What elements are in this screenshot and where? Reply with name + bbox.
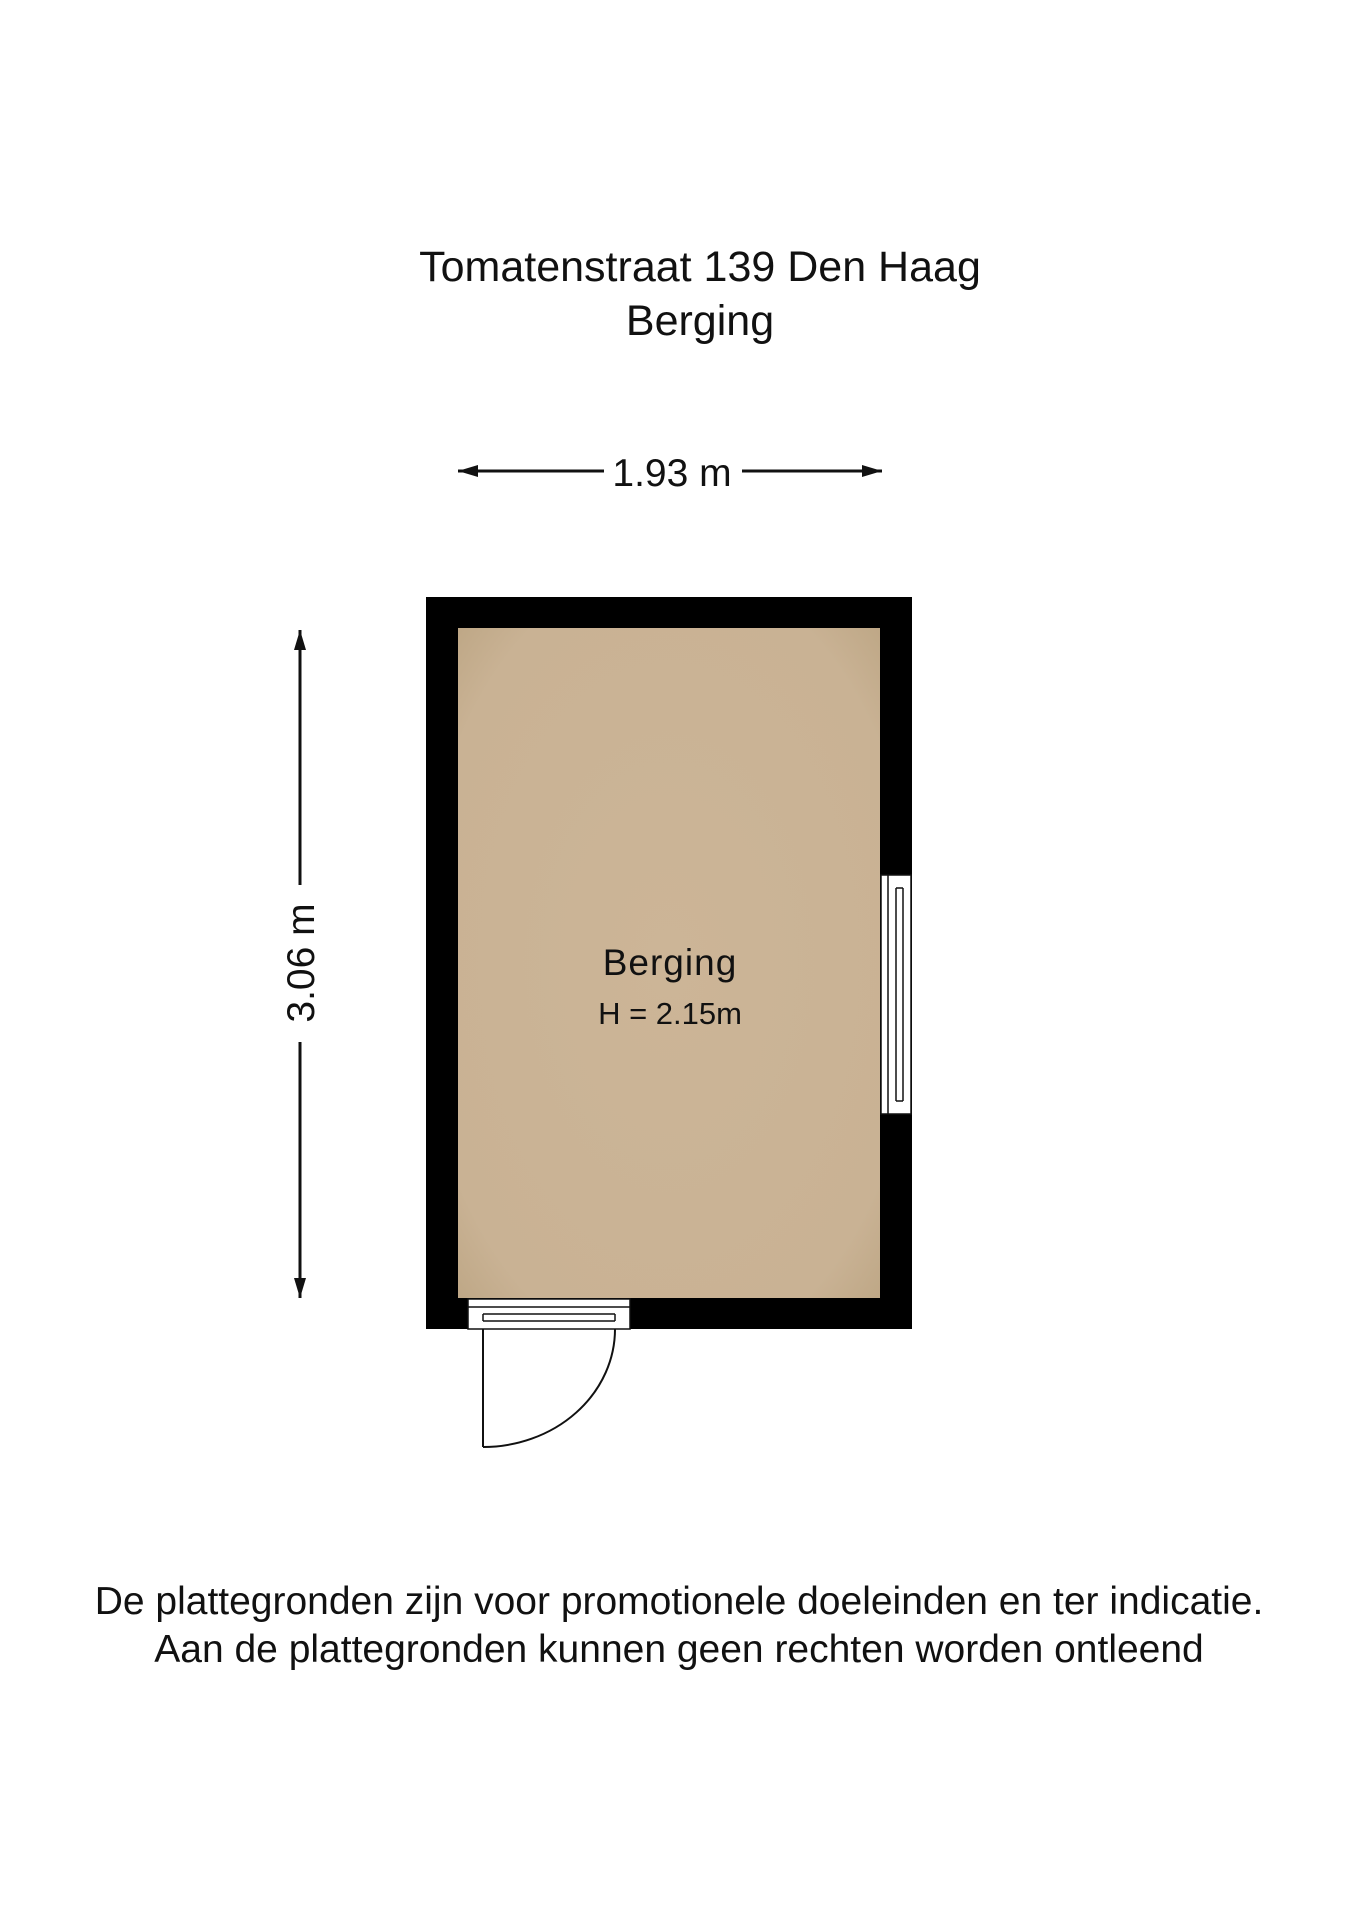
width-label: 1.93 m bbox=[612, 452, 732, 495]
door-swing-arc bbox=[483, 1329, 615, 1447]
disclaimer-line-2: Aan de plattegronden kunnen geen rechten worden ontleend bbox=[154, 1628, 1204, 1671]
disclaimer bbox=[0, 1578, 1358, 1674]
disclaimer-line-1: De plattegronden zijn voor promotionele doeleinden en ter indicatie. bbox=[94, 1580, 1264, 1623]
floor-subtitle: Berging bbox=[625, 297, 775, 345]
depth-label: 3.06 m bbox=[280, 903, 323, 1023]
depth-dimension bbox=[280, 630, 323, 1298]
room-height: H = 2.15m bbox=[598, 996, 742, 1031]
address-title: Tomatenstraat 139 Den Haag bbox=[419, 243, 981, 291]
window bbox=[881, 875, 911, 1114]
door bbox=[468, 1299, 630, 1447]
room-name: Berging bbox=[602, 942, 738, 983]
width-dimension bbox=[458, 452, 882, 495]
